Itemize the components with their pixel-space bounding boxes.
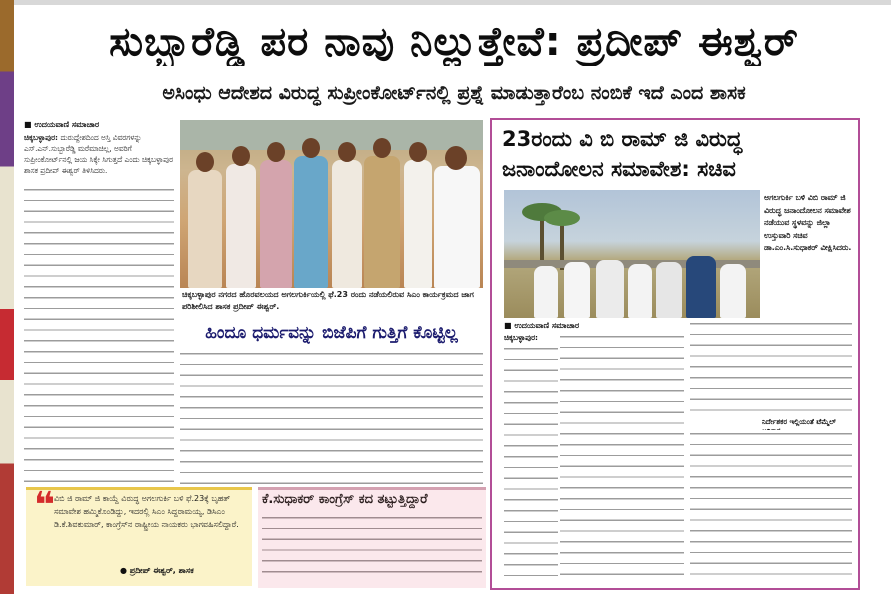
middle-body-text: [180, 350, 483, 484]
police-officer-figure: [364, 156, 400, 288]
photo-sky: [180, 120, 483, 150]
headline: ಸುಬ್ಬಾರೆಡ್ಡಿ ಪರ ನಾವು ನಿಲ್ಲುತ್ತೇವೆ: ಪ್ರದೀಪ್ ಈಶ್ವರ್: [109, 19, 799, 65]
person-figure: [720, 264, 746, 318]
minister-figure: [686, 256, 716, 318]
person-figure: [294, 156, 328, 288]
adjacent-page-strip: [0, 0, 14, 594]
right-interhead: ನಿರ್ದೇಶಕರ ಇಲ್ಲಿಯಂತೆ ಟೆಮ್ಮೆಲ್: [762, 418, 836, 426]
venue-visit-photo: [504, 190, 760, 318]
subheadline: ಅಸಿಂಧು ಆದೇಶದ ವಿರುದ್ಧ ಸುಪ್ರೀಂಕೋರ್ಟ್‌ನಲ್ಲಿ ಪ್ರಶ್ನೆ ಮಾಡುತ್ತಾರೆಂಬ ನಂಬಿಕೆ ಇದೆ ಎಂದ ಶಾಸಕ: [162, 82, 746, 104]
person-figure: [656, 262, 682, 318]
right-body-col2-rest: [690, 430, 852, 582]
right-body-col1-start: [504, 345, 558, 583]
person-figure: [404, 160, 432, 288]
photo1-caption: ಚಿಕ್ಕಬಳ್ಳಾಪುರ ನಗರದ ಹೊರವಲಯದ ಅಗಲಗುರ್ಕಿಯಲ್ಲಿ ಫೆ.23 ರಂದು ನಡೆಯಲಿರುವ ಸಿಎಂ ಕಾರ್ಯಕ್ರಮದ ಜಾಗ ಪರಿಶೀಲಿಸಿದ ಶಾಸಕ ಪ್ರದೀಪ್ ಈಶ್ವರ್.: [182, 290, 474, 311]
quote-text: ವಿಬಿ ಜಿ ರಾಮ್ ಜಿ ಕಾಯ್ದೆ ವಿರುದ್ಧ ಅಗಲಗುರ್ಕಿ ಬಳಿ ಫೆ.23ಕ್ಕೆ ಬೃಹತ್ ಸಮಾವೇಶ ಹಮ್ಮಿಕೊಂಡಿದ್ದು, ಇದರಲ್ಲಿ ಸಿಎಂ ಸಿದ್ದರಾಮಯ್ಯ, ಡಿಸಿಎಂ ಡಿ.ಕೆ.ಶಿವಕುಮಾರ್, ಕಾಂಗ್ರೆಸ್‌ನ ರಾಷ್ಟ್ರೀಯ ನಾಯಕರು ಭಾಗವಹಿಸಲಿದ್ದಾರೆ.: [54, 494, 239, 529]
person-figure: [596, 260, 624, 318]
person-head: [409, 142, 427, 162]
top-rule: [14, 0, 891, 5]
sidebar-box-body: [262, 514, 482, 580]
person-head: [373, 138, 391, 158]
person-head: [338, 142, 356, 162]
person-figure: [226, 164, 256, 288]
main-body-text: [24, 186, 174, 482]
right-body-col2: [690, 320, 852, 416]
person-figure: [628, 264, 652, 318]
main-lead-block: [24, 132, 174, 176]
person-figure: [534, 266, 558, 318]
quote-mark-icon: ❝: [34, 485, 56, 526]
person-head: [445, 146, 467, 170]
right-dateline: ಚಿಕ್ಕಬಳ್ಳಾಪುರ:: [504, 333, 538, 342]
interhead-hindu: ಹಿಂದೂ ಧರ್ಮವನ್ನು ಬಿಜೆಪಿಗೆ ಗುತ್ತಿಗೆ ಕೊಟ್ಟಿಲ್ಲ: [205, 323, 458, 343]
person-figure: [564, 262, 590, 318]
person-figure: [188, 170, 222, 288]
person-head: [232, 146, 250, 166]
right-byline: ■ ಉದಯವಾಣಿ ಸಮಾಚಾರ: [504, 321, 580, 330]
person-figure: [434, 166, 480, 288]
quote-attribution: ● ಪ್ರದೀಪ್ ಈಶ್ವರ್, ಶಾಸಕ: [120, 566, 194, 575]
person-head: [302, 138, 320, 158]
site-inspection-photo: [180, 120, 483, 288]
person-head: [196, 152, 214, 172]
photo2-caption: ಅಗಲಗುರ್ಕಿ ಬಳಿ ವಿಬಿ ರಾಮ್ ಜಿ ವಿರುದ್ಧ ಜನಾಂದೋಲನ ಸಮಾವೇಶ ನಡೆಯುವ ಸ್ಥಳವನ್ನು ಜಿಲ್ಲಾ ಉಸ್ತುವಾರಿ ಸಚಿವ ಡಾ.ಎಂ.ಸಿ.ಸುಧಾಕರ್ ವೀಕ್ಷಿಸಿದರು.: [764, 193, 852, 252]
main-lead: ದುರುದ್ದೇಶದಿಂದ ಅಸ್ತಿ ವಿವರಗಳನ್ನು ಎಸ್.ಎನ್.ಸುಬ್ಬಾರೆಡ್ಡಿ ಮರೆಮಾಚಿಲ್ಲ, ಅವರಿಗೆ ಸುಪ್ರೀಂಕೋರ್ಟ್‌ನಲ್ಲಿ ಜಯ ಸಿಕ್ಕೇ ಸಿಗುತ್ತದೆ ಎಂದು ಚಿಕ್ಕಬಳ್ಳಾಪುರ ಶಾಸಕ ಪ್ರದೀಪ್ ಈಶ್ವರ್ ತಿಳಿಸಿದರು.: [24, 133, 174, 175]
right-article-title: 23ರಂದು ವಿ ಬಿ ರಾಮ್ ಜಿ ವಿರುದ್ಧ ಜನಾಂದೋಲನ ಸಮಾವೇಶ: ಸಚಿವ: [502, 127, 743, 181]
person-figure: [332, 160, 362, 288]
person-figure: [260, 160, 292, 288]
main-byline: ■ ಉದಯವಾಣಿ ಸಮಾಚಾರ: [24, 120, 100, 129]
person-head: [267, 142, 285, 162]
right-body-col1: [560, 333, 684, 583]
main-dateline: ಚಿಕ್ಕಬಳ್ಳಾಪುರ:: [24, 133, 58, 142]
sidebar-box-title: ಕೆ.ಸುಧಾಕರ್ ಕಾಂಗ್ರೆಸ್ ಕದ ತಟ್ಟುತ್ತಿದ್ದಾರೆ: [262, 492, 428, 507]
